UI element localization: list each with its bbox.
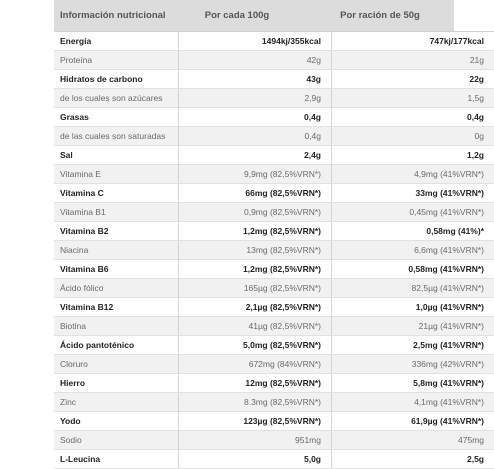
row-per-serving: 61,9µg (41%VRN*)	[332, 412, 494, 431]
row-per-serving: 21g	[332, 51, 494, 70]
row-per-100g: 43g	[179, 70, 332, 89]
table-row	[54, 127, 494, 146]
row-per-serving: 1,5g	[332, 89, 494, 108]
row-label: Vitamina B6	[54, 260, 179, 279]
row-label: Cloruro	[54, 355, 179, 374]
row-per-100g: 951mg	[179, 431, 332, 450]
row-per-serving: 0,58mg (41%)*	[332, 222, 494, 241]
row-label: Niacina	[54, 241, 179, 260]
row-label: Vitamina B1	[54, 203, 179, 222]
row-label: Hidratos de carbono	[54, 70, 179, 89]
table-row	[54, 374, 494, 393]
row-per-serving: 2,5mg (41%VRN*)	[332, 336, 494, 355]
table-row	[54, 393, 494, 412]
row-per-100g: 0,4g	[179, 108, 332, 127]
row-per-100g: 42g	[179, 51, 332, 70]
table-row	[54, 203, 494, 222]
table-row	[54, 184, 494, 203]
row-per-serving: 22g	[332, 70, 494, 89]
row-per-serving: 475mg	[332, 431, 494, 450]
row-per-serving: 5,8mg (41%VRN*)	[332, 374, 494, 393]
row-label: Zinc	[54, 393, 179, 412]
table-header	[54, 0, 454, 31]
row-per-serving: 4,9mg (41%VRN*)	[332, 165, 494, 184]
row-per-100g: 8.3mg (82,5%VRN*)	[179, 393, 332, 412]
row-per-100g: 2,4g	[179, 146, 332, 165]
table-row	[54, 450, 494, 469]
row-per-100g: 5,0mg (82,5%VRN*)	[179, 336, 332, 355]
row-per-serving: 0,58mg (41%VRN*)	[332, 260, 494, 279]
table-row	[54, 260, 494, 279]
row-label: Vitamina B12	[54, 298, 179, 317]
table-row	[54, 51, 494, 70]
header-nutrition-info: Información nutricional	[54, 10, 168, 21]
nutrition-table-body	[54, 32, 494, 469]
row-label: Vitamina C	[54, 184, 179, 203]
table-row	[54, 298, 494, 317]
row-per-100g: 9,9mg (82,5%VRN*)	[179, 165, 332, 184]
table-row	[54, 241, 494, 260]
table-row	[54, 108, 494, 127]
row-per-100g: 1494kj/355kcal	[179, 32, 332, 51]
row-per-serving: 33mg (41%VRN*)	[332, 184, 494, 203]
table-row	[54, 89, 494, 108]
row-per-100g: 165µg (82,5%VRN*)	[179, 279, 332, 298]
row-per-serving: 1,0µg (41%VRN*)	[332, 298, 494, 317]
row-per-serving: 0,4g	[332, 108, 494, 127]
table-row	[54, 317, 494, 336]
row-label: Hierro	[54, 374, 179, 393]
row-per-serving: 21µg (41%VRN*)	[332, 317, 494, 336]
table-row	[54, 336, 494, 355]
row-per-100g: 1,2mg (82,5%VRN*)	[179, 260, 332, 279]
row-label: Biotina	[54, 317, 179, 336]
table-row	[54, 165, 494, 184]
table-row	[54, 412, 494, 431]
row-per-serving: 82,5µg (41%VRN*)	[332, 279, 494, 298]
row-label: Grasas	[54, 108, 179, 127]
table-row	[54, 431, 494, 450]
row-per-100g: 1,2mg (82,5%VRN*)	[179, 222, 332, 241]
table-row	[54, 32, 494, 51]
row-label: Sal	[54, 146, 179, 165]
header-per-100g: Por cada 100g	[168, 10, 306, 21]
row-per-100g: 123µg (82,5%VRN*)	[179, 412, 332, 431]
row-label: Ácido fólico	[54, 279, 179, 298]
row-label: Vitamina B2	[54, 222, 179, 241]
row-per-100g: 0,4g	[179, 127, 332, 146]
table-row	[54, 146, 494, 165]
row-per-serving: 0g	[332, 127, 494, 146]
row-per-100g: 13mg (82,5%VRN*)	[179, 241, 332, 260]
row-per-100g: 5,0g	[179, 450, 332, 469]
row-label: Sodio	[54, 431, 179, 450]
row-label: Ácido pantoténico	[54, 336, 179, 355]
row-label: de los cuales son azúcares	[54, 89, 179, 108]
row-per-serving: 1,2g	[332, 146, 494, 165]
row-label: Proteína	[54, 51, 179, 70]
row-label: Yodo	[54, 412, 179, 431]
row-per-100g: 41µg (82,5%VRN*)	[179, 317, 332, 336]
row-per-serving: 0,45mg (41%VRN*)	[332, 203, 494, 222]
row-per-100g: 0,9mg (82,5%VRN*)	[179, 203, 332, 222]
row-per-100g: 672mg (84%VRN*)	[179, 355, 332, 374]
table-row	[54, 222, 494, 241]
row-per-serving: 2,5g	[332, 450, 494, 469]
table-row	[54, 355, 494, 374]
row-label: L-Leucina	[54, 450, 179, 469]
row-per-serving: 336mg (42%VRN*)	[332, 355, 494, 374]
row-label: Vitamina E	[54, 165, 179, 184]
row-per-100g: 2,9g	[179, 89, 332, 108]
row-per-serving: 4,1mg (41%VRN*)	[332, 393, 494, 412]
row-per-100g: 2,1µg (82,5%VRN*)	[179, 298, 332, 317]
row-per-serving: 747kj/177kcal	[332, 32, 494, 51]
row-label: de las cuales son saturadas	[54, 127, 179, 146]
row-per-100g: 12mg (82,5%VRN*)	[179, 374, 332, 393]
row-per-100g: 66mg (82,5%VRN*)	[179, 184, 332, 203]
table-row	[54, 70, 494, 89]
header-per-serving: Por ración de 50g	[306, 10, 454, 21]
row-label: Energía	[54, 32, 179, 51]
table-row	[54, 279, 494, 298]
row-per-serving: 6,6mg (41%VRN*)	[332, 241, 494, 260]
nutrition-table	[54, 31, 494, 469]
